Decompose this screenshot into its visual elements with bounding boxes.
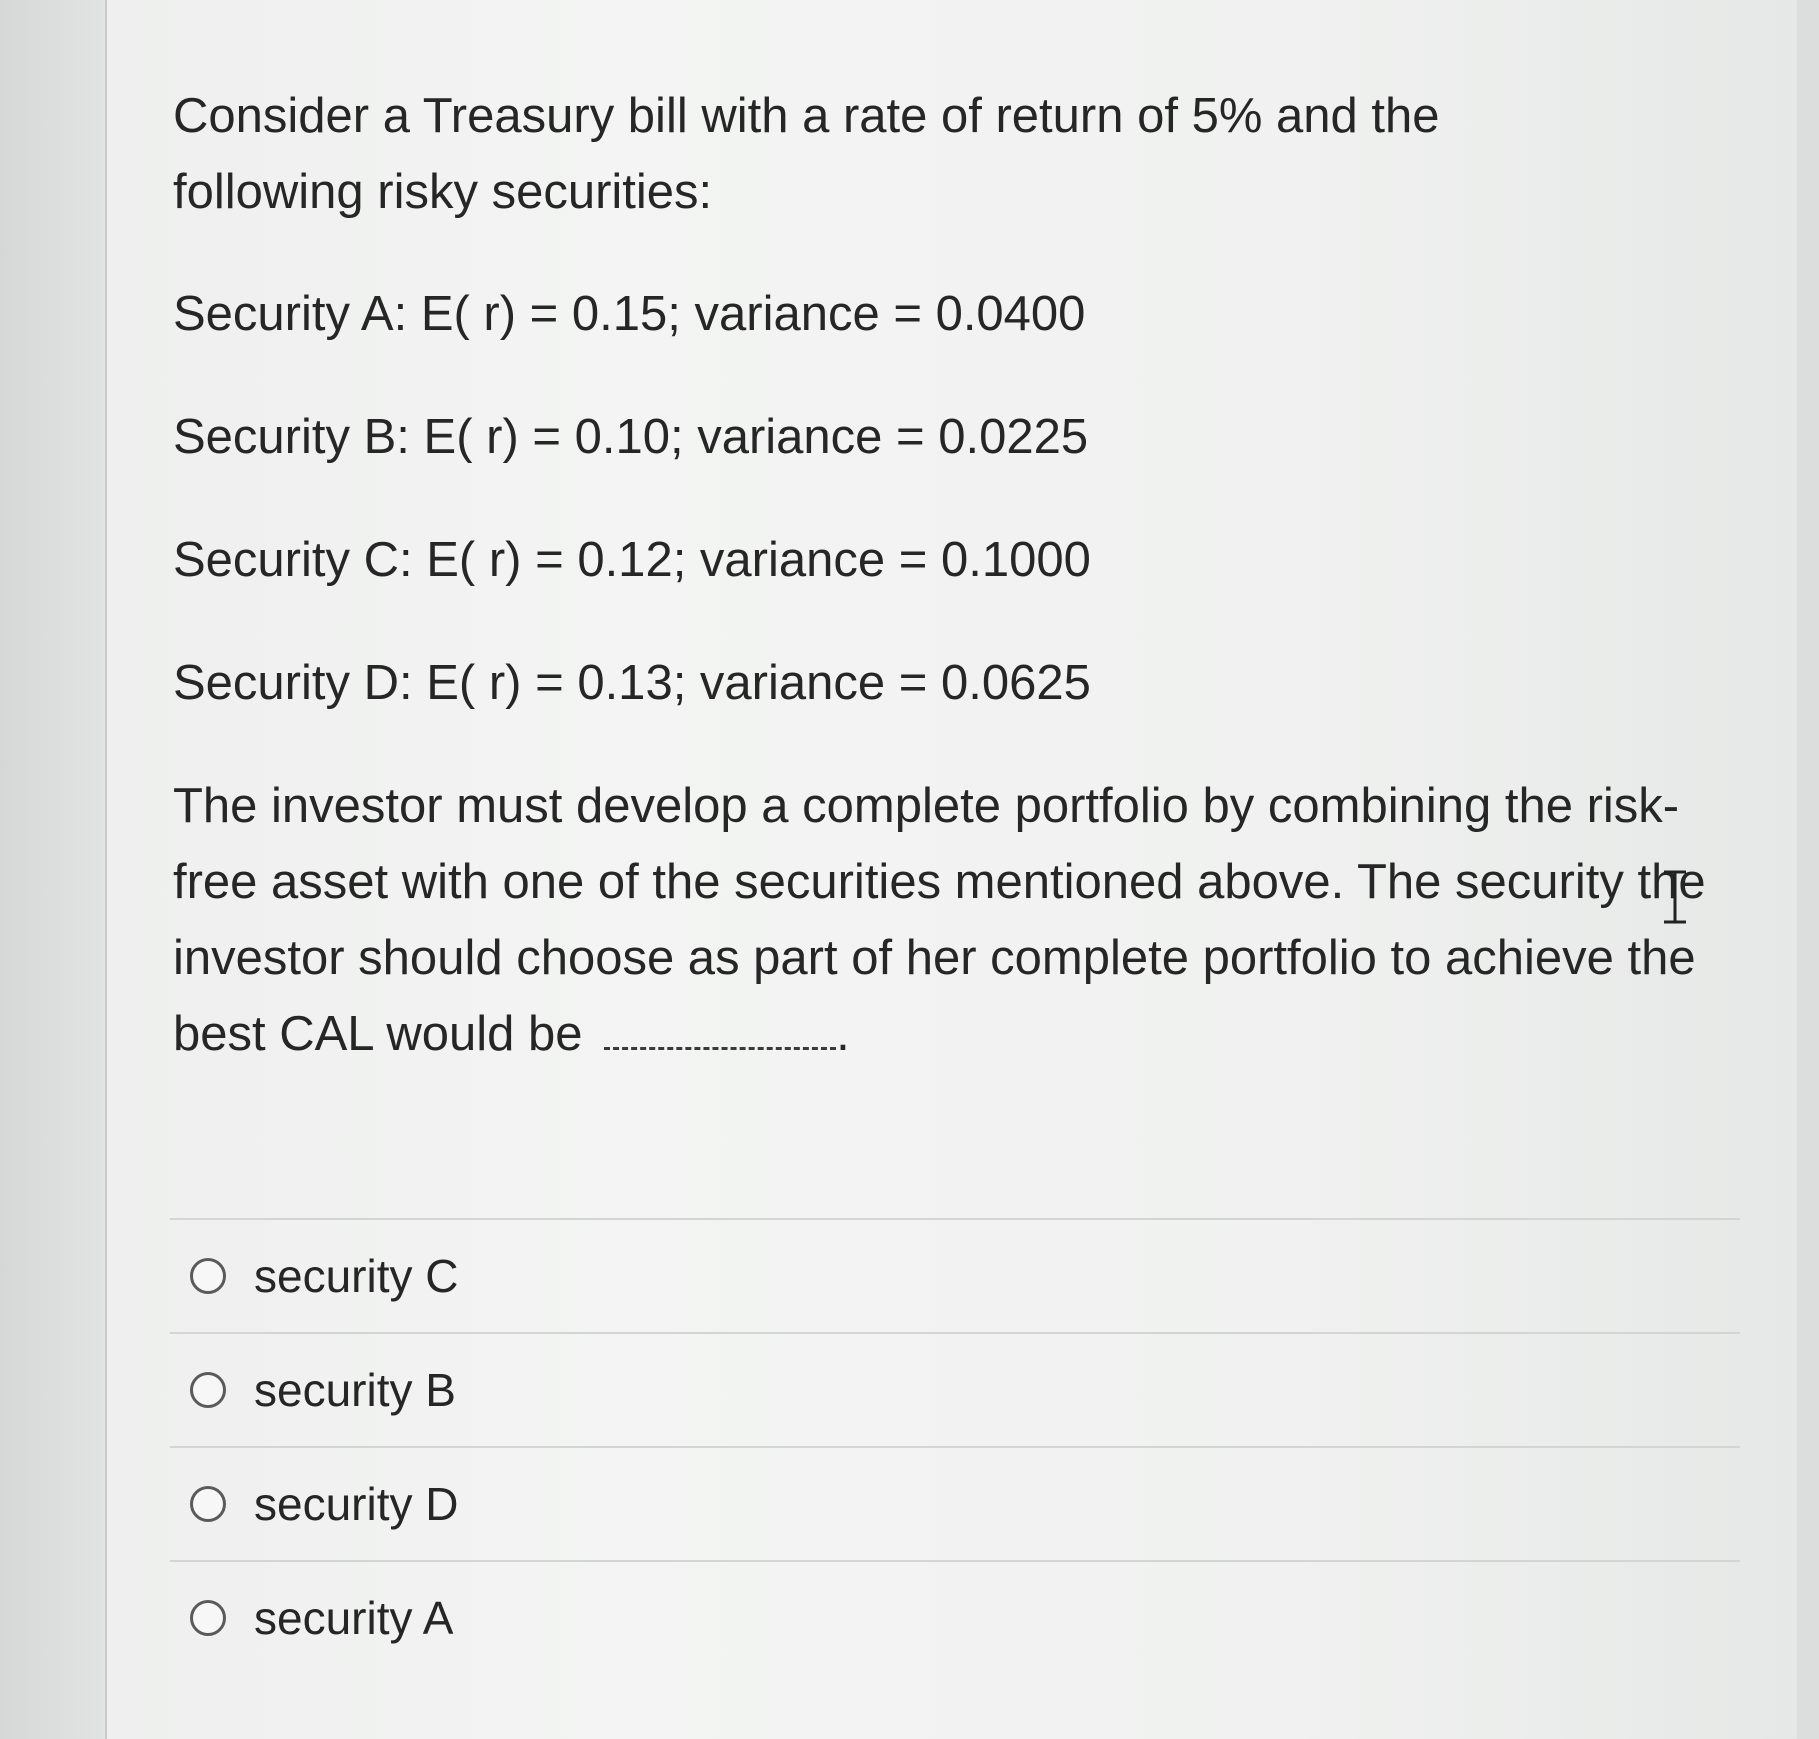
security-a-line: Security A: E( r) = 0.15; variance = 0.0400 <box>173 287 1086 341</box>
radio-unchecked-icon[interactable] <box>190 1600 226 1636</box>
question-body <box>173 768 1733 1072</box>
text-cursor-icon <box>1660 868 1690 928</box>
option-security-d[interactable] <box>170 1446 1740 1560</box>
question-body-text: The investor must develop a complete portfolio by combining the risk-free asset with one of the securities mentioned above. The security the investor should choose as part of her complete portfolio to achieve the best CAL would be <box>173 779 1706 1061</box>
option-security-b[interactable] <box>170 1332 1740 1446</box>
option-label: security A <box>254 1592 454 1644</box>
security-c-line: Security C: E( r) = 0.12; variance = 0.1000 <box>173 533 1091 587</box>
radio-unchecked-icon[interactable] <box>190 1372 226 1408</box>
security-d-line: Security D: E( r) = 0.13; variance = 0.0625 <box>173 656 1091 710</box>
left-margin-strip <box>0 0 107 1739</box>
option-security-a[interactable] <box>170 1560 1740 1674</box>
option-label: security D <box>254 1478 459 1530</box>
option-label: security C <box>254 1250 459 1302</box>
security-b-line: Security B: E( r) = 0.10; variance = 0.0225 <box>173 410 1089 464</box>
answer-options <box>170 1218 1740 1674</box>
radio-unchecked-icon[interactable] <box>190 1258 226 1294</box>
question-intro: Consider a Treasury bill with a rate of return of 5% and the following risky securities: <box>173 89 1440 219</box>
option-label: security B <box>254 1364 456 1416</box>
answer-blank <box>604 1009 836 1050</box>
question-text <box>173 78 1733 1072</box>
radio-unchecked-icon[interactable] <box>190 1486 226 1522</box>
question-body-end: . <box>836 1007 850 1061</box>
option-security-c[interactable] <box>170 1218 1740 1332</box>
